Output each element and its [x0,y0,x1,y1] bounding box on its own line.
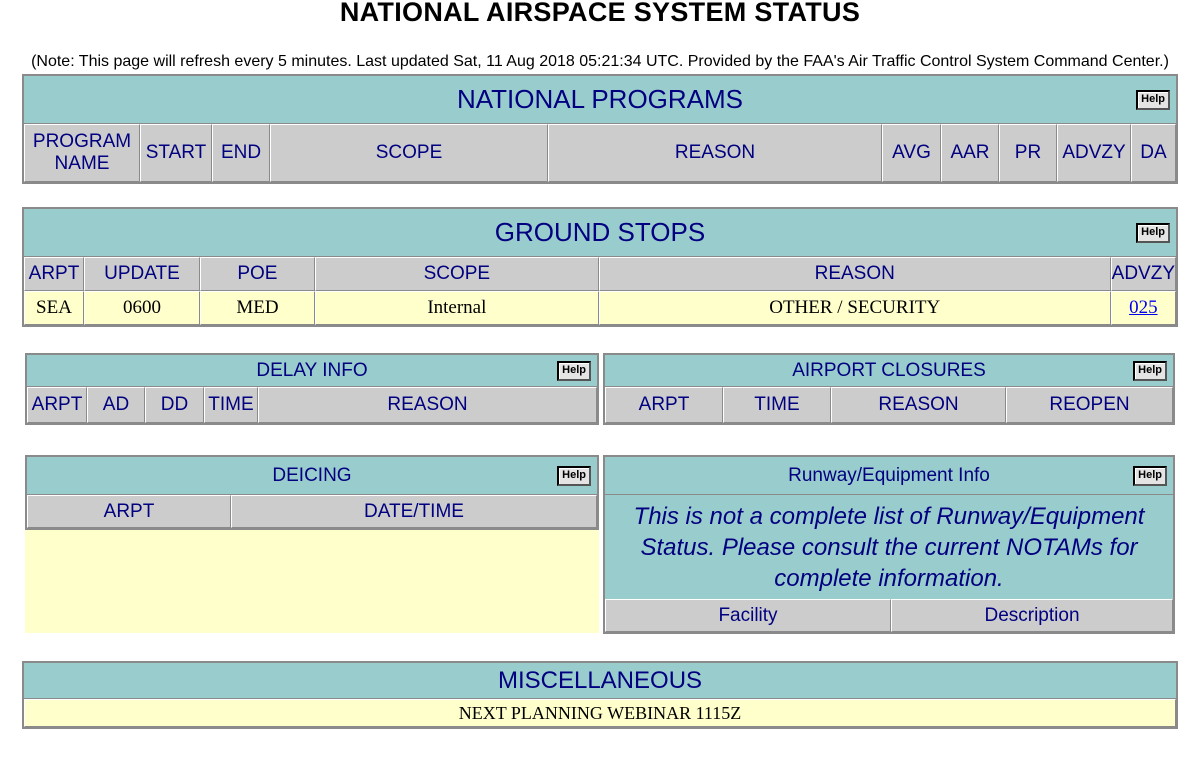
col-dd: DD [145,387,204,423]
ground-stop-advzy-cell [1111,291,1176,325]
col-facility: Facility [605,599,891,632]
runway-equipment-help-button[interactable]: Help [1133,466,1167,486]
ground-stops-help-button[interactable]: Help [1136,223,1170,243]
col-avg: AVG [882,124,941,182]
page-title: NATIONAL AIRSPACE SYSTEM STATUS [339,0,861,27]
col-reason: REASON [548,124,882,182]
ground-stop-advisory-link[interactable]: 025 [1129,297,1158,318]
col-poe: POE [200,257,315,291]
ground-stop-arpt: SEA [24,291,84,325]
table-row [24,291,1176,325]
runway-equipment-message: This is not a complete list of Runway/Equipment Status. Please consult the current NOTAMs for complete information. [633,502,1145,592]
airport-closures-title: AIRPORT CLOSURES [792,359,986,381]
deicing-table [25,455,599,530]
airport-closures-table [603,353,1175,425]
col-advzy: ADVZY [1111,257,1176,291]
deicing-title: DEICING [272,464,352,486]
col-time: TIME [723,387,831,423]
miscellaneous-header [24,663,1176,699]
ground-stops-header [24,209,1176,257]
col-arpt: ARPT [605,387,723,423]
col-time: TIME [204,387,258,423]
col-ad: AD [87,387,145,423]
delay-info-table [25,353,599,425]
col-date-time: DATE/TIME [231,495,597,528]
col-description: Description [891,599,1173,632]
deicing-header [27,457,597,495]
col-scope: SCOPE [315,257,599,291]
miscellaneous-text: NEXT PLANNING WEBINAR 1115Z [24,699,1176,727]
airport-closures-help-button[interactable]: Help [1133,361,1167,381]
col-reason: REASON [831,387,1006,423]
airport-closures-header [605,355,1173,387]
runway-equipment-message-cell [605,495,1173,599]
deicing-empty-area [25,530,599,633]
col-da: DA [1131,124,1176,182]
ground-stops-title: GROUND STOPS [494,217,706,247]
runway-equipment-title: Runway/Equipment Info [788,464,990,486]
national-programs-title: NATIONAL PROGRAMS [456,84,744,114]
col-scope: SCOPE [270,124,548,182]
miscellaneous-title: MISCELLANEOUS [497,666,703,694]
national-programs-header [24,76,1176,124]
col-start: START [140,124,212,182]
ground-stops-table [22,207,1178,327]
col-reason: REASON [258,387,597,423]
col-reason: REASON [599,257,1111,291]
col-advzy: ADVZY [1057,124,1131,182]
ground-stop-scope: Internal [315,291,599,325]
col-arpt: ARPT [24,257,84,291]
col-reopen: REOPEN [1006,387,1173,423]
ground-stop-update: 0600 [84,291,200,325]
deicing-help-button[interactable]: Help [557,466,591,486]
runway-equipment-table [603,455,1175,634]
ground-stop-poe: MED [200,291,315,325]
national-programs-help-button[interactable]: Help [1136,90,1170,110]
delay-info-header [27,355,597,387]
delay-info-title: DELAY INFO [256,359,368,381]
national-programs-table [22,74,1178,184]
col-pr: PR [999,124,1057,182]
col-arpt: ARPT [27,495,231,528]
refresh-note: (Note: This page will refresh every 5 minutes. Last updated Sat, 11 Aug 2018 05:21:34 UTC. Provided by the FAA's Air Traffic Control System Command Center.) [31,53,1169,70]
runway-equipment-header [605,457,1173,495]
delay-info-help-button[interactable]: Help [557,361,591,381]
col-end: END [212,124,270,182]
col-update: UPDATE [84,257,200,291]
col-arpt: ARPT [27,387,87,423]
ground-stop-reason: OTHER / SECURITY [599,291,1111,325]
miscellaneous-table [22,661,1178,729]
col-aar: AAR [941,124,999,182]
col-program-name: PROGRAM NAME [24,124,140,182]
